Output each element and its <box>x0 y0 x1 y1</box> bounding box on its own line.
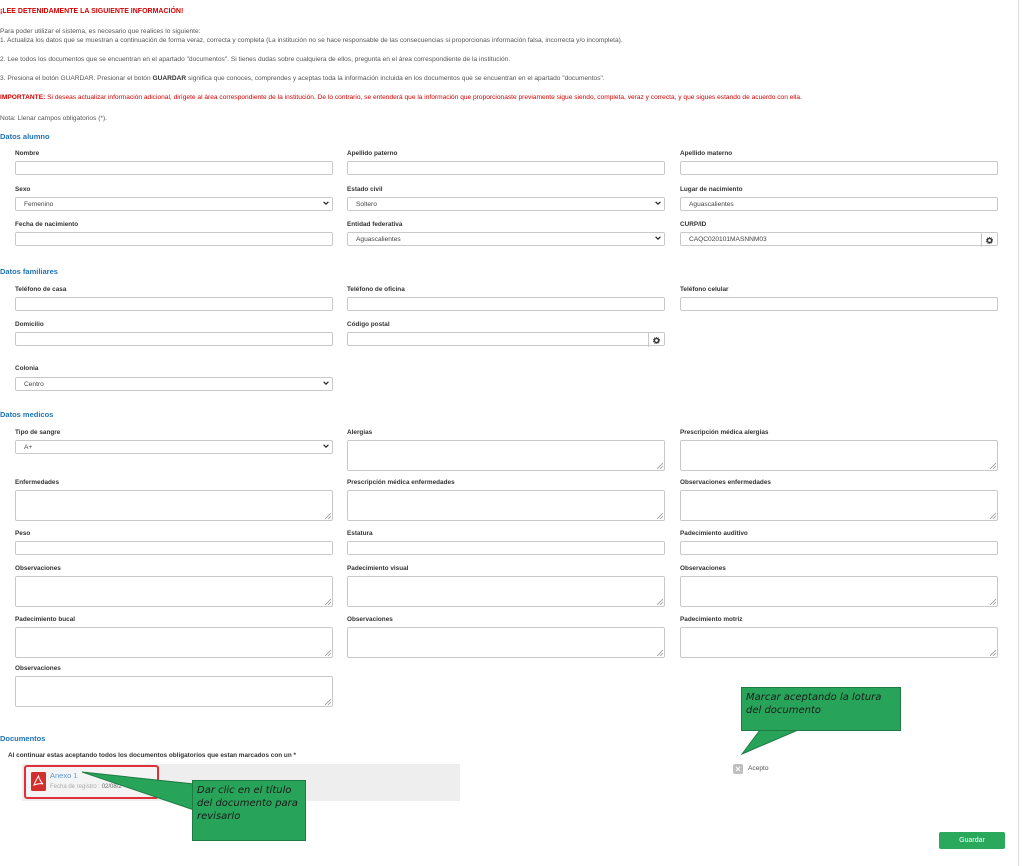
visual-textarea[interactable] <box>347 576 665 607</box>
page-scrollbar[interactable] <box>1018 0 1022 866</box>
enfermedades-textarea[interactable] <box>15 490 333 521</box>
section-datos-medicos: Datos medicos <box>0 410 54 419</box>
observaciones-textarea[interactable] <box>680 576 998 607</box>
tipo-sangre-select[interactable] <box>15 440 333 454</box>
resize-grip-icon[interactable] <box>657 650 663 656</box>
resize-grip-icon[interactable] <box>657 463 663 469</box>
chevron-down-icon <box>323 200 329 206</box>
apellido-materno-label: Apellido materno <box>680 150 733 157</box>
resize-grip-icon[interactable] <box>325 599 331 605</box>
resize-grip-icon[interactable] <box>325 513 331 519</box>
observaciones-label: Observaciones <box>347 616 393 623</box>
callout-pointer-icon <box>738 730 808 758</box>
presc-enfermedades-textarea[interactable] <box>347 490 665 521</box>
tel-celular-label: Teléfono celular <box>680 286 729 293</box>
instruction-line <box>0 75 605 82</box>
alergias-textarea[interactable] <box>347 440 665 471</box>
enfermedades-label: Enfermedades <box>15 479 60 486</box>
nombre-label: Nombre <box>15 150 40 157</box>
tel-celular-input[interactable] <box>680 297 998 311</box>
colonia-value: Centro <box>24 381 44 388</box>
peso-label: Peso <box>15 530 31 537</box>
auditivo-label: Padecimiento auditivo <box>680 530 748 537</box>
apellido-paterno-input[interactable] <box>347 161 665 175</box>
bucal-label: Padecimiento bucal <box>15 616 76 623</box>
instruction-line: Para poder utilizar el sistema, es necesario que realices lo siguiente: <box>0 28 201 35</box>
entidad-federativa-label: Entidad federativa <box>347 221 403 228</box>
gear-icon <box>653 337 660 344</box>
domicilio-label: Domicilio <box>15 321 44 328</box>
lugar-nacimiento-label: Lugar de nacimiento <box>680 186 743 193</box>
instruction-line: 1. Actualiza los datos que se muestran a continuación de forma veraz, correcta y completa (La institución no se hace responsable de las consecuencias si proporcionas información falsa, incorrecta y/o incompleta). <box>0 37 623 44</box>
peso-input[interactable] <box>15 541 333 555</box>
tipo-sangre-label: Tipo de sangre <box>15 429 61 436</box>
section-datos-alumno: Datos alumno <box>0 132 50 141</box>
instruction-bold: GUARDAR <box>152 75 187 82</box>
section-datos-familiares: Datos familiares <box>0 267 58 276</box>
chevron-down-icon <box>323 443 329 449</box>
chevron-down-icon <box>655 235 661 241</box>
pdf-icon <box>31 772 46 791</box>
estatura-label: Estatura <box>347 530 373 537</box>
observaciones-textarea[interactable] <box>15 576 333 607</box>
documentos-intro: Al continuar estas aceptando todos los documentos obligatorios que estan marcados con un * <box>8 752 296 759</box>
instruction-text: 3. Presiona el botón GUARDAR. Presionar el botón <box>0 75 153 82</box>
nombre-input[interactable] <box>15 161 333 175</box>
sexo-select[interactable] <box>15 197 333 211</box>
obs-enfermedades-textarea[interactable] <box>680 490 998 521</box>
observaciones-label: Observaciones <box>15 665 61 672</box>
instruction-text: significa que conoces, comprendes y aceptas toda la información incluida en los documentos que se encuentran en el apartado "documentos". <box>186 75 605 82</box>
observaciones-textarea[interactable] <box>15 676 333 707</box>
guardar-button[interactable]: Guardar <box>939 832 1005 849</box>
bucal-textarea[interactable] <box>15 627 333 658</box>
presc-alergias-label: Prescripción médica alergias <box>680 429 769 436</box>
estado-civil-select[interactable] <box>347 197 665 211</box>
resize-grip-icon[interactable] <box>657 599 663 605</box>
resize-grip-icon[interactable] <box>325 699 331 705</box>
important-line <box>0 94 802 101</box>
motriz-label: Padecimiento motriz <box>680 616 743 623</box>
fecha-nacimiento-label: Fecha de nacimiento <box>15 221 79 228</box>
auditivo-input[interactable] <box>680 541 998 555</box>
observaciones-label: Observaciones <box>680 565 726 572</box>
curp-input[interactable] <box>680 232 998 246</box>
curp-value: CAQC020101MASNNM03 <box>689 236 767 243</box>
tel-oficina-input[interactable] <box>347 297 665 311</box>
apellido-materno-input[interactable] <box>680 161 998 175</box>
chevron-down-icon <box>323 380 329 386</box>
required-note: Nota: Llenar campos obligatorios (*). <box>0 115 108 122</box>
important-label: IMPORTANTE: <box>0 94 46 101</box>
tel-casa-label: Teléfono de casa <box>15 286 67 293</box>
curp-label: CURP/ID <box>680 221 707 228</box>
observaciones-label: Observaciones <box>15 565 61 572</box>
document-title-link[interactable]: Anexo 1 <box>50 771 78 780</box>
acepto-checkbox[interactable] <box>733 764 743 774</box>
resize-grip-icon[interactable] <box>325 650 331 656</box>
fecha-nacimiento-input[interactable] <box>15 232 333 246</box>
instruction-line: 2. Lee todos los documentos que se encuentran en el apartado "documentos". Si tienes dudas sobre cualquiera de ellos, pregunta en el área correspondiente de la institución. <box>0 56 511 63</box>
cp-gear-button[interactable] <box>648 333 664 347</box>
motriz-textarea[interactable] <box>680 627 998 658</box>
resize-grip-icon[interactable] <box>990 463 996 469</box>
gear-icon <box>986 237 993 244</box>
close-icon <box>735 766 741 772</box>
alergias-label: Alergias <box>347 429 373 436</box>
resize-grip-icon[interactable] <box>990 599 996 605</box>
chevron-down-icon <box>655 200 661 206</box>
sexo-label: Sexo <box>15 186 31 193</box>
document-date-label: Fecha de registro : <box>50 784 101 790</box>
obs-enfermedades-label: Observaciones enfermedades <box>680 479 771 486</box>
domicilio-input[interactable] <box>15 332 333 346</box>
tel-oficina-label: Teléfono de oficina <box>347 286 405 293</box>
warning-title: ¡LEE DETENIDAMENTE LA SIGUIENTE INFORMACIÓN! <box>0 8 184 15</box>
entidad-federativa-value: Aguascalientes <box>356 236 401 243</box>
callout-acepto: Marcar aceptando la lotura del documento <box>741 687 901 731</box>
estado-civil-value: Soltero <box>356 201 377 208</box>
acepto-label: Acepto <box>748 765 769 772</box>
colonia-select[interactable] <box>15 377 333 391</box>
resize-grip-icon[interactable] <box>990 650 996 656</box>
entidad-federativa-select[interactable] <box>347 232 665 246</box>
section-documentos: Documentos <box>0 734 46 743</box>
estado-civil-label: Estado civil <box>347 186 383 193</box>
apellido-paterno-label: Apellido paterno <box>347 150 398 157</box>
document-date-value: 02/08/2 <box>101 784 122 790</box>
curp-gear-button[interactable] <box>981 233 997 247</box>
important-text: Si deseas actualizar información adicional, dirígete al área correspondiente de la institución. De lo contrario, se entenderá que la información que proporcionaste previamente sigue siendo, completa, veraz y correcta, y que sigues estando de acuerdo con ella. <box>45 94 802 101</box>
tipo-sangre-value: A+ <box>24 444 33 451</box>
colonia-label: Colonia <box>15 365 39 372</box>
resize-grip-icon[interactable] <box>657 513 663 519</box>
callout-document: Dar clic en el título del documento para revisarlo <box>192 780 306 841</box>
presc-alergias-textarea[interactable] <box>680 440 998 471</box>
lugar-nacimiento-input[interactable]: Aguascalientes <box>680 197 998 211</box>
tel-casa-input[interactable] <box>15 297 333 311</box>
visual-label: Padecimiento visual <box>347 565 409 572</box>
presc-enfermedades-label: Prescripción médica enfermedades <box>347 479 455 486</box>
codigo-postal-label: Código postal <box>347 321 390 328</box>
observaciones-textarea[interactable] <box>347 627 665 658</box>
callout-pointer-icon <box>82 770 197 810</box>
estatura-input[interactable] <box>347 541 665 555</box>
resize-grip-icon[interactable] <box>990 513 996 519</box>
sexo-value: Femenino <box>24 201 54 208</box>
codigo-postal-input[interactable] <box>347 332 665 346</box>
